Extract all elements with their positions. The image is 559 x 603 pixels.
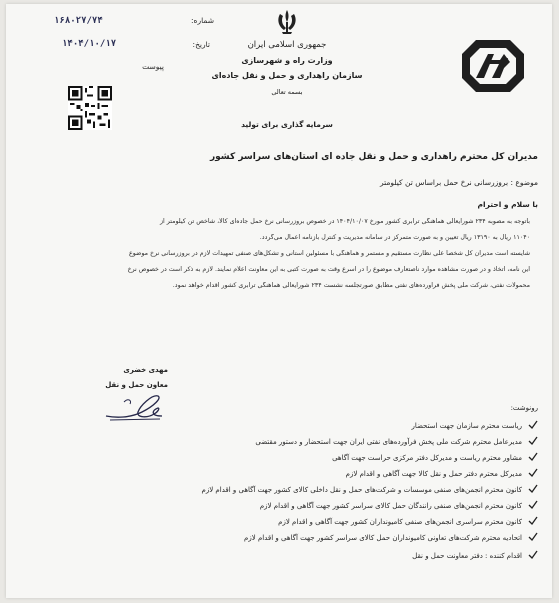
attachment-label: پیوست — [142, 62, 164, 71]
handwritten-signature — [102, 388, 172, 424]
number-label: شماره: — [191, 16, 214, 25]
road-organization-logo-icon — [458, 34, 528, 98]
check-icon — [528, 484, 538, 494]
letter-date: ۱۴۰۴/۱۰/۱۷ — [62, 39, 117, 49]
body-line-4: این نامه، اتخاذ و در صورت مشاهده موارد ناصتعارف موضوع را در اسرع وقت به صورت کتبی به این معاونت اعلام نمایند. لازم به ذکر است در خصوص نرخ — [127, 266, 530, 273]
cc-item-text: مشاور محترم ریاست و مدیرکل دفتر مرکزی حراست جهت آگاهی — [332, 454, 522, 462]
body-line-5: محمولات نفتی، شرکت ملی پخش فراورده‌های نفتی مطابق صورتجلسه نشست ۲۳۴ شورایعالی هماهنگی ترابری کشور اقدام خواهد نمود. — [172, 282, 530, 289]
signatory-title: معاون حمل و نقل — [105, 381, 168, 389]
check-icon — [528, 550, 538, 560]
letter-number: ۱۶۸۰۲۷/۷۴ — [54, 16, 103, 26]
cc-item-text: اتحادیه محترم شرکت‌های تعاونی کامیونداران حمل کالای سراسر کشور جهت آگاهی و اقدام لازم — [244, 534, 522, 542]
org-line-1: جمهوری اسلامی ایران — [247, 40, 327, 50]
cc-item-text: کانون محترم انجمن‌های صنفی رانندگان حمل کالای سراسر کشور جهت آگاهی و اقدام لازم — [259, 502, 522, 510]
org-line-2: وزارت راه و شهرسازی — [241, 56, 333, 65]
cc-item-text: کانون محترم سراسری انجمن‌های صنفی کامیونداران کشور جهت آگاهی و اقدام لازم — [278, 518, 522, 526]
body-line-1: باتوجه به مصوبه ۲۳۴ شورایعالی هماهنگی ترابری کشور مورخ ۱۴۰۴/۱۰/۰۷ در خصوص بروزرسانی نرخ حمل جاده‌ای کالا، شاخص تن کیلومتر از — [159, 218, 530, 225]
cc-item-text: کانون محترم انجمن‌های صنفی موسسات و شرکت‌های حمل و نقل داخلی کالای کشور جهت آگاهی و اقدام لازم — [201, 486, 522, 494]
check-icon — [528, 468, 538, 478]
org-line-3: سازمان راهداری و حمل و نقل جاده‌ای — [211, 71, 363, 80]
cc-item-text: ریاست محترم سازمان جهت استحضار — [411, 422, 522, 430]
bismillah: بسمه تعالی — [271, 88, 303, 96]
check-icon — [528, 500, 538, 510]
check-icon — [528, 436, 538, 446]
check-icon — [528, 420, 538, 430]
cc-item-text: مدیرکل محترم دفتر حمل و نقل کالا جهت آگاهی و اقدام لازم — [345, 470, 522, 478]
greeting: با سلام و احترام — [477, 200, 538, 209]
body-line-3: شایسته است مدیران کل شخصاً علی نظارت مستقیم و مستمر و هماهنگی با مسئولین استانی و تشکل‌های صنفی تمهیدات لازم در بروزرسانی نرخ موضوع — [129, 250, 530, 257]
letter-page — [6, 4, 552, 598]
addressee: مدیران کل محترم راهداری و حمل و نقل جاده ای استان‌های سراسر کشور — [209, 152, 538, 162]
action-by: اقدام کننده : دفتر معاونت حمل و نقل — [412, 552, 522, 560]
cc-item-text: مدیرعامل محترم شرکت ملی پخش فرآورده‌های نفتی ایران جهت استحضار و دستور مقتضی — [255, 438, 522, 446]
check-icon — [528, 516, 538, 526]
body-line-2: ۱۱۰۴۰ ریال به ۱۳۱۹۰ ریال تعیین و به صورت متمرکز در سامانه مدیریت و کنترل بازنامه اعمال می‌گردد. — [259, 234, 530, 241]
check-icon — [528, 532, 538, 542]
emblem-icon — [274, 8, 300, 36]
check-icon — [528, 452, 538, 462]
slogan: سرمایه گذاری برای تولید — [241, 120, 333, 129]
date-label: تاریخ: — [192, 40, 210, 49]
cc-label: رونوشت: — [510, 404, 538, 412]
qr-code — [68, 86, 112, 130]
signatory-name: مهدی خضری — [123, 366, 168, 374]
subject-line: موضوع : بروزرسانی نرخ حمل براساس تن کیلومتر — [380, 178, 538, 187]
